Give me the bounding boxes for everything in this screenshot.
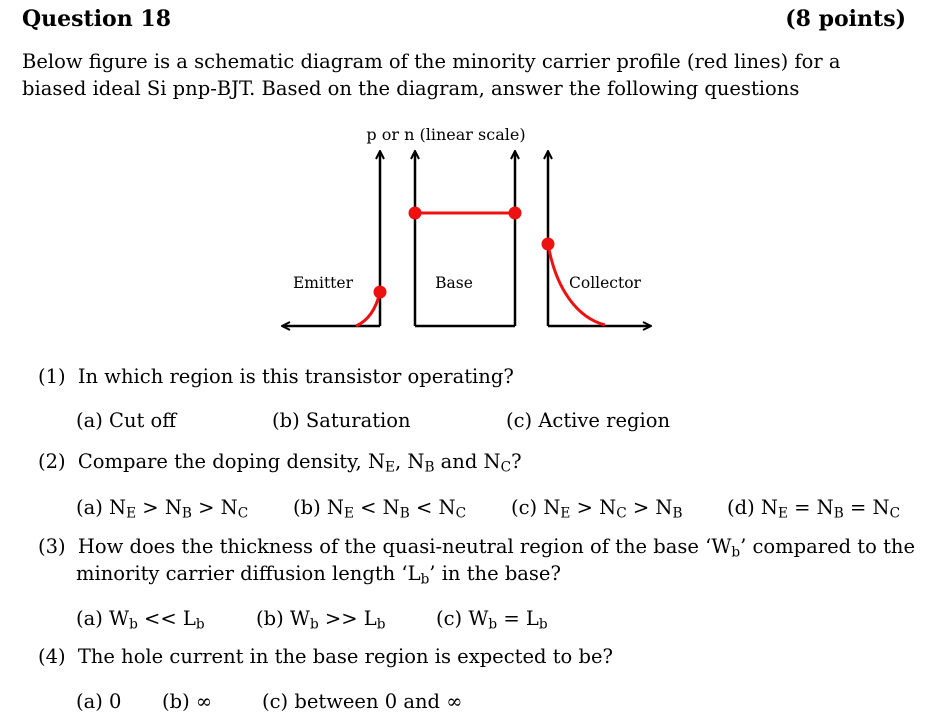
emitter-label: Emitter [292,274,354,292]
q4-option-c[interactable]: (c) between 0 and ∞ [262,690,463,713]
q4-option-a[interactable]: (a) 0 [76,690,122,713]
q2-option-b-label: (b) [293,496,321,519]
q3-stem-line2: minority carrier diffusion length ‘$L_b$’ in the base? [76,562,561,588]
collector-label: Collector [569,274,641,292]
base-left-point [409,207,422,220]
q2-text-suffix: ? [511,450,522,473]
q2-option-c[interactable]: (c) $N_E > N_C > N_B$ [511,496,683,522]
q2-option-d-label: (d) [727,496,755,519]
q4-number: (4) [38,645,66,668]
q1-option-b[interactable]: (b) Saturation [272,409,411,432]
q1-option-c[interactable]: (c) Active region [506,409,671,432]
q1-stem [38,365,514,388]
question-title: Question 18 [22,6,172,32]
q3-stem-line1: (3) How does the thickness of the quasi-neutral region of the base ‘$W_b$’ compared to the [38,535,916,561]
q2-option-a[interactable]: (a) $N_E > N_B > N_C$ [76,496,249,522]
emitter-edge-point [374,286,387,299]
q3-line1-prefix: How does the thickness of the quasi-neutral region of the base ‘W [77,535,732,558]
q2-option-c-label: (c) [511,496,538,519]
q3-option-c[interactable]: (c) $W_b = L_b$ [436,607,548,633]
q2-option-d[interactable]: (d) $N_E = N_B = N_C$ [727,496,901,522]
q3-number: (3) [38,535,66,558]
q3-option-b[interactable]: (b) $W_b >> L_b$ [256,607,386,633]
q3-line2-suffix: ’ in the base? [429,562,561,585]
q2-symbols: $N_E$, $N_B$ and $N_C$ [367,450,512,476]
base-region [409,152,522,326]
q3-line1-suffix: ’ compared to the [740,535,916,558]
q4-stem [38,645,613,668]
q2-text-prefix: Compare the doping density, [77,450,368,473]
q2-stem [38,450,522,475]
minority-carrier-diagram [260,118,660,338]
q1-option-a[interactable]: (a) Cut off [76,409,177,432]
q1-number: (1) [38,365,66,388]
q3-line2-prefix: minority carrier diffusion length ‘L [76,562,421,585]
emitter-region [283,152,387,326]
collector-region [542,152,651,326]
base-right-point [509,207,522,220]
q4-text: The hole current in the base region is expected to be? [77,645,613,668]
collector-edge-point [542,238,555,251]
base-label: Base [435,274,473,292]
q1-text: In which region is this transistor operating? [77,365,514,388]
q3-option-a[interactable]: (a) $W_b << L_b$ [76,607,205,633]
q2-option-b[interactable]: (b) $N_E < N_B < N_C$ [293,496,467,522]
y-axis-label: p or n (linear scale) [366,125,526,144]
question-intro: Below figure is a schematic diagram of the minority carrier profile (red lines) for a biased ideal Si pnp-BJT. Based on the diagram, answer the following questions [22,50,841,100]
q2-number: (2) [38,450,66,473]
q2-option-a-label: (a) [76,496,103,519]
question-points: (8 points) [785,6,906,32]
q4-option-b[interactable]: (b) ∞ [162,690,213,713]
